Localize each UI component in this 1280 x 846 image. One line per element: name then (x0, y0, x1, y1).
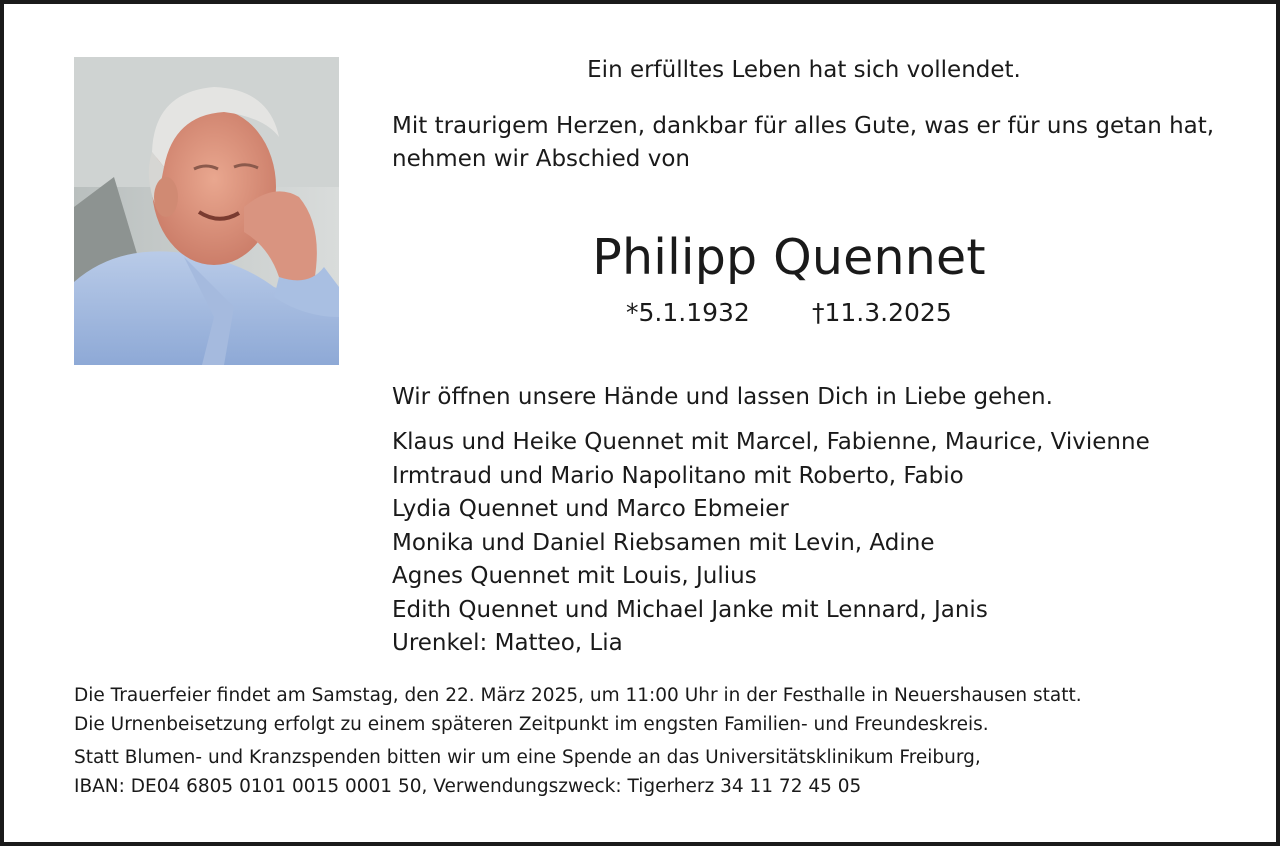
notice-line: Die Urnenbeisetzung erfolgt zu einem späteren Zeitpunkt im engsten Familien- und Freundeskreis. (74, 714, 989, 735)
family-list (392, 426, 1150, 661)
donation-notice (74, 743, 981, 801)
family-member: Lydia Quennet und Marco Ebmeier (392, 496, 789, 522)
intro-line: nehmen wir Abschied von (392, 146, 690, 172)
birth-date: *5.1.1932 (626, 298, 750, 327)
family-member: Klaus und Heike Quennet mit Marcel, Fabienne, Maurice, Vivienne (392, 429, 1150, 455)
motto: Ein erfülltes Leben hat sich vollendet. (587, 57, 1021, 83)
family-member: Irmtraud und Mario Napolitano mit Roberto, Fabio (392, 462, 964, 489)
intro-line: Mit traurigem Herzen, dankbar für alles Gute, was er für uns getan hat, (392, 113, 1215, 139)
donation-line: Statt Blumen- und Kranzspenden bitten wir um eine Spende an das Universitätsklinikum Freiburg, (74, 747, 981, 768)
portrait-photo (74, 57, 339, 365)
donation-line: IBAN: DE04 6805 0101 0015 0001 50, Verwendungszweck: Tigerherz 34 11 72 45 05 (74, 776, 862, 797)
funeral-notice (74, 681, 1082, 739)
farewell-text: Wir öffnen unsere Hände und lassen Dich in Liebe gehen. (392, 384, 1053, 410)
intro-text (392, 110, 1214, 176)
family-member: Monika und Daniel Riebsamen mit Levin, Adine (392, 529, 935, 556)
deceased-name: Philipp Quennet (592, 229, 986, 286)
death-date: †11.3.2025 (812, 298, 952, 327)
family-member: Agnes Quennet mit Louis, Julius (392, 563, 757, 589)
family-member: Edith Quennet und Michael Janke mit Lennard, Janis (392, 596, 988, 623)
family-member: Urenkel: Matteo, Lia (392, 630, 623, 656)
notice-line: Die Trauerfeier findet am Samstag, den 22. März 2025, um 11:00 Uhr in der Festhalle in Neuershausen statt. (74, 685, 1082, 706)
